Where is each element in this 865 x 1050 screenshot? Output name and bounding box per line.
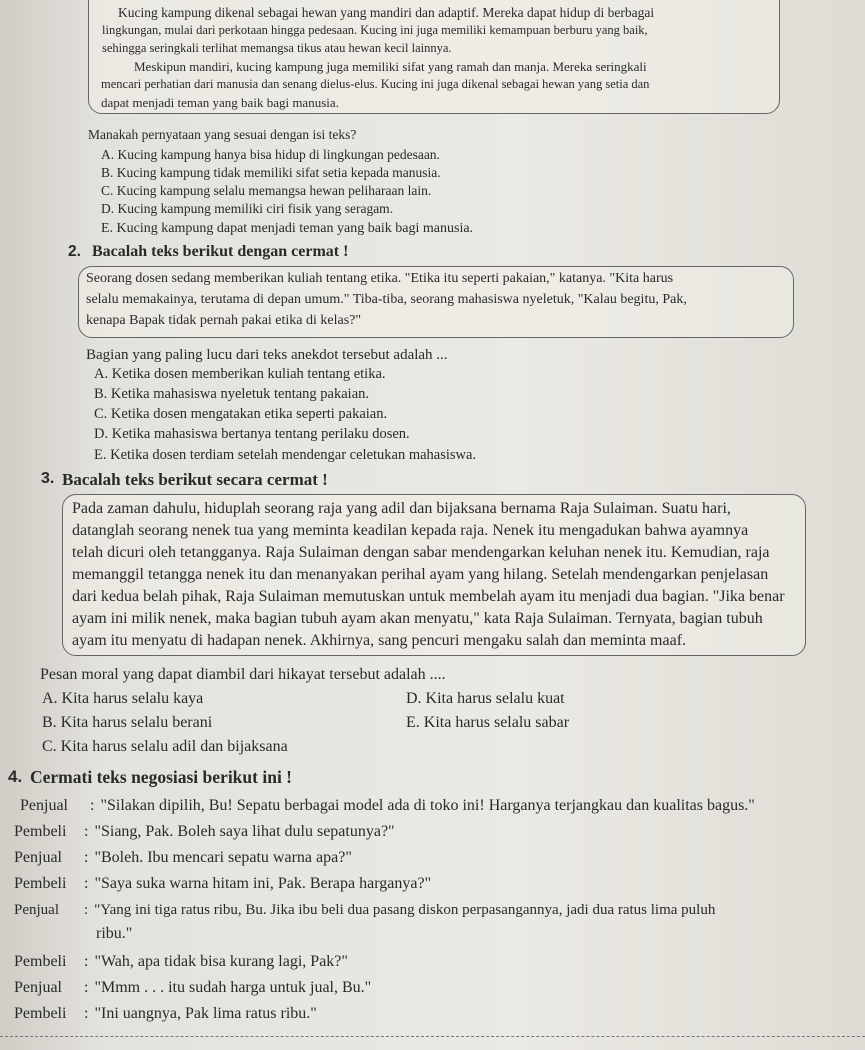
speaker-label: Pembeli <box>14 1005 67 1022</box>
dialog-text: "Mmm . . . itu sudah harga untuk jual, Bu." <box>94 979 372 996</box>
q3-passage-line: ayam ini milik nenek, maka bagian tubuh ayam akan menyatu," kata Raja Sulaiman. Ternyata, bagian tubuh <box>72 610 763 627</box>
q2-heading: Bacalah teks berikut dengan cermat ! <box>92 243 349 260</box>
q2-option-b[interactable]: B. Ketika mahasiswa nyeletuk tentang pakaian. <box>94 386 370 402</box>
dialog-text: "Silakan dipilih, Bu! Sepatu berbagai model ada di toko ini! Harganya terjangkau dan kualitas bagus." <box>100 797 755 814</box>
dialog-text: "Yang ini tiga ratus ribu, Bu. Jika ibu beli dua pasang diskon perpasangannya, jadi dua ratus lima puluh <box>94 902 716 918</box>
q1-passage-line: mencari perhatian dari manusia dan senang dielus-elus. Kucing ini juga dikenal sebagai hewan yang setia dan <box>101 77 650 91</box>
q3-passage-line: datanglah seorang nenek tua yang meminta keadilan kepada raja. Nenek itu mengadukan bahwa ayamnya <box>72 522 749 539</box>
speaker-colon: : <box>84 902 89 918</box>
q4-dialog-line <box>20 796 755 816</box>
speaker-colon: : <box>84 849 89 866</box>
speaker-label: Penjual <box>14 979 62 996</box>
q1-option-a[interactable]: A. Kucing kampung hanya bisa hidup di lingkungan pedesaan. <box>101 147 440 162</box>
speaker-colon: : <box>84 875 89 892</box>
dialog-text: "Wah, apa tidak bisa kurang lagi, Pak?" <box>94 953 348 970</box>
q1-question: Manakah pernyataan yang sesuai dengan isi teks? <box>88 127 357 142</box>
dashed-divider <box>0 1036 865 1037</box>
q4-dialog-line <box>14 952 348 972</box>
speaker-label: Penjual <box>14 902 59 918</box>
speaker-label: Pembeli <box>14 953 67 970</box>
q4-dialog-line <box>14 822 395 842</box>
q4-dialog-line <box>14 874 431 894</box>
q4-heading: Cermati teks negosiasi berikut ini ! <box>30 767 293 787</box>
q4-dialog-line <box>14 900 715 920</box>
q1-passage-line: Meskipun mandiri, kucing kampung juga memiliki sifat yang ramah dan manja. Mereka seringkali <box>134 59 647 74</box>
speaker-label: Pembeli <box>14 875 67 892</box>
q2-question: Bagian yang paling lucu dari teks anekdot tersebut adalah ... <box>86 347 448 363</box>
dialog-text: "Ini uangnya, Pak lima ratus ribu." <box>94 1005 317 1022</box>
q4-dialog-line <box>14 1004 317 1024</box>
q2-option-d[interactable]: D. Ketika mahasiswa bertanya tentang perilaku dosen. <box>94 426 410 442</box>
q2-option-a[interactable]: A. Ketika dosen memberikan kuliah tentang etika. <box>94 366 386 382</box>
q3-passage-line: ayam itu menyatu di hadapan nenek. Akhirnya, sang pencuri mengaku salah dan meminta maaf. <box>72 632 687 649</box>
q1-passage-line: sehingga seringkali terlihat memangsa tikus atau hewan kecil lainnya. <box>102 41 452 55</box>
q2-option-e[interactable]: E. Ketika dosen terdiam setelah mendengar celetukan mahasiswa. <box>94 447 477 463</box>
dialog-text: "Boleh. Ibu mencari sepatu warna apa?" <box>94 849 352 866</box>
q1-option-d[interactable]: D. Kucing kampung memiliki ciri fisik yang seragam. <box>101 201 394 216</box>
q3-option-a[interactable]: A. Kita harus selalu kaya <box>42 690 204 707</box>
q1-option-b[interactable]: B. Kucing kampung tidak memiliki sifat setia kepada manusia. <box>101 165 441 180</box>
q1-option-c[interactable]: C. Kucing kampung selalu memangsa hewan peliharaan lain. <box>101 183 432 198</box>
q2-option-c[interactable]: C. Ketika dosen mengatakan etika seperti pakaian. <box>94 406 388 422</box>
q4-number: 4. <box>8 767 23 786</box>
q3-passage-line: memanggil tetangga nenek itu dan menanyakan perihal ayam yang hilang. Setelah mendengarkan penjelasan <box>72 566 769 583</box>
q3-number: 3. <box>41 470 55 487</box>
q1-passage-line: Kucing kampung dikenal sebagai hewan yang mandiri dan adaptif. Mereka dapat hidup di berbagai <box>118 5 655 20</box>
q2-passage-line: Seorang dosen sedang memberikan kuliah tentang etika. "Etika itu seperti pakaian," katanya. "Kita harus <box>86 271 674 286</box>
q3-passage-line: telah dicuri oleh tetangganya. Raja Sulaiman dengan sabar mendengarkan keluhan nenek itu. Kemudian, raja <box>72 544 770 561</box>
speaker-colon: : <box>84 979 89 996</box>
q1-option-e[interactable]: E. Kucing kampung dapat menjadi teman yang baik bagi manusia. <box>101 221 474 236</box>
dialog-text: "Siang, Pak. Boleh saya lihat dulu sepatunya?" <box>94 823 395 840</box>
q3-option-d[interactable]: D. Kita harus selalu kuat <box>406 690 565 707</box>
q3-option-b[interactable]: B. Kita harus selalu berani <box>42 714 213 731</box>
q3-passage-line: dari kedua belah pihak, Raja Sulaiman memutuskan untuk membelah ayam itu menjadi dua bagian. "Jika benar <box>72 588 785 605</box>
q3-question: Pesan moral yang dapat diambil dari hikayat tersebut adalah .... <box>40 666 446 683</box>
speaker-label: Pembeli <box>14 823 67 840</box>
q3-option-c[interactable]: C. Kita harus selalu adil dan bijaksana <box>42 738 288 755</box>
q1-passage-line: lingkungan, mulai dari perkotaan hingga pedesaan. Kucing ini juga memiliki kemampuan berburu yang baik, <box>102 23 648 37</box>
speaker-label: Penjual <box>20 797 68 814</box>
q3-heading: Bacalah teks berikut secara cermat ! <box>62 470 328 489</box>
q2-passage-line: selalu memakainya, terutama di depan umum." Tiba-tiba, seorang mahasiswa nyeletuk, "Kalau begitu, Pak, <box>86 292 687 307</box>
speaker-colon: : <box>90 797 95 814</box>
q3-option-e[interactable]: E. Kita harus selalu sabar <box>406 714 570 731</box>
q2-number: 2. <box>68 243 81 260</box>
speaker-colon: : <box>84 953 89 970</box>
speaker-colon: : <box>84 1005 89 1022</box>
q4-dialog-line <box>14 978 371 998</box>
speaker-colon: : <box>84 823 89 840</box>
speaker-label: Penjual <box>14 849 62 866</box>
dialog-text: "Saya suka warna hitam ini, Pak. Berapa harganya?" <box>94 875 432 892</box>
q4-dialog-line <box>14 848 352 868</box>
q2-passage-line: kenapa Bapak tidak pernah pakai etika di kelas?" <box>86 313 362 328</box>
q1-passage-line: dapat menjadi teman yang baik bagi manusia. <box>101 95 339 110</box>
q3-passage-line: Pada zaman dahulu, hiduplah seorang raja yang adil dan bijaksana bernama Raja Sulaiman. Suatu hari, <box>72 500 731 517</box>
q4-dialog-continuation: ribu." <box>96 925 133 942</box>
